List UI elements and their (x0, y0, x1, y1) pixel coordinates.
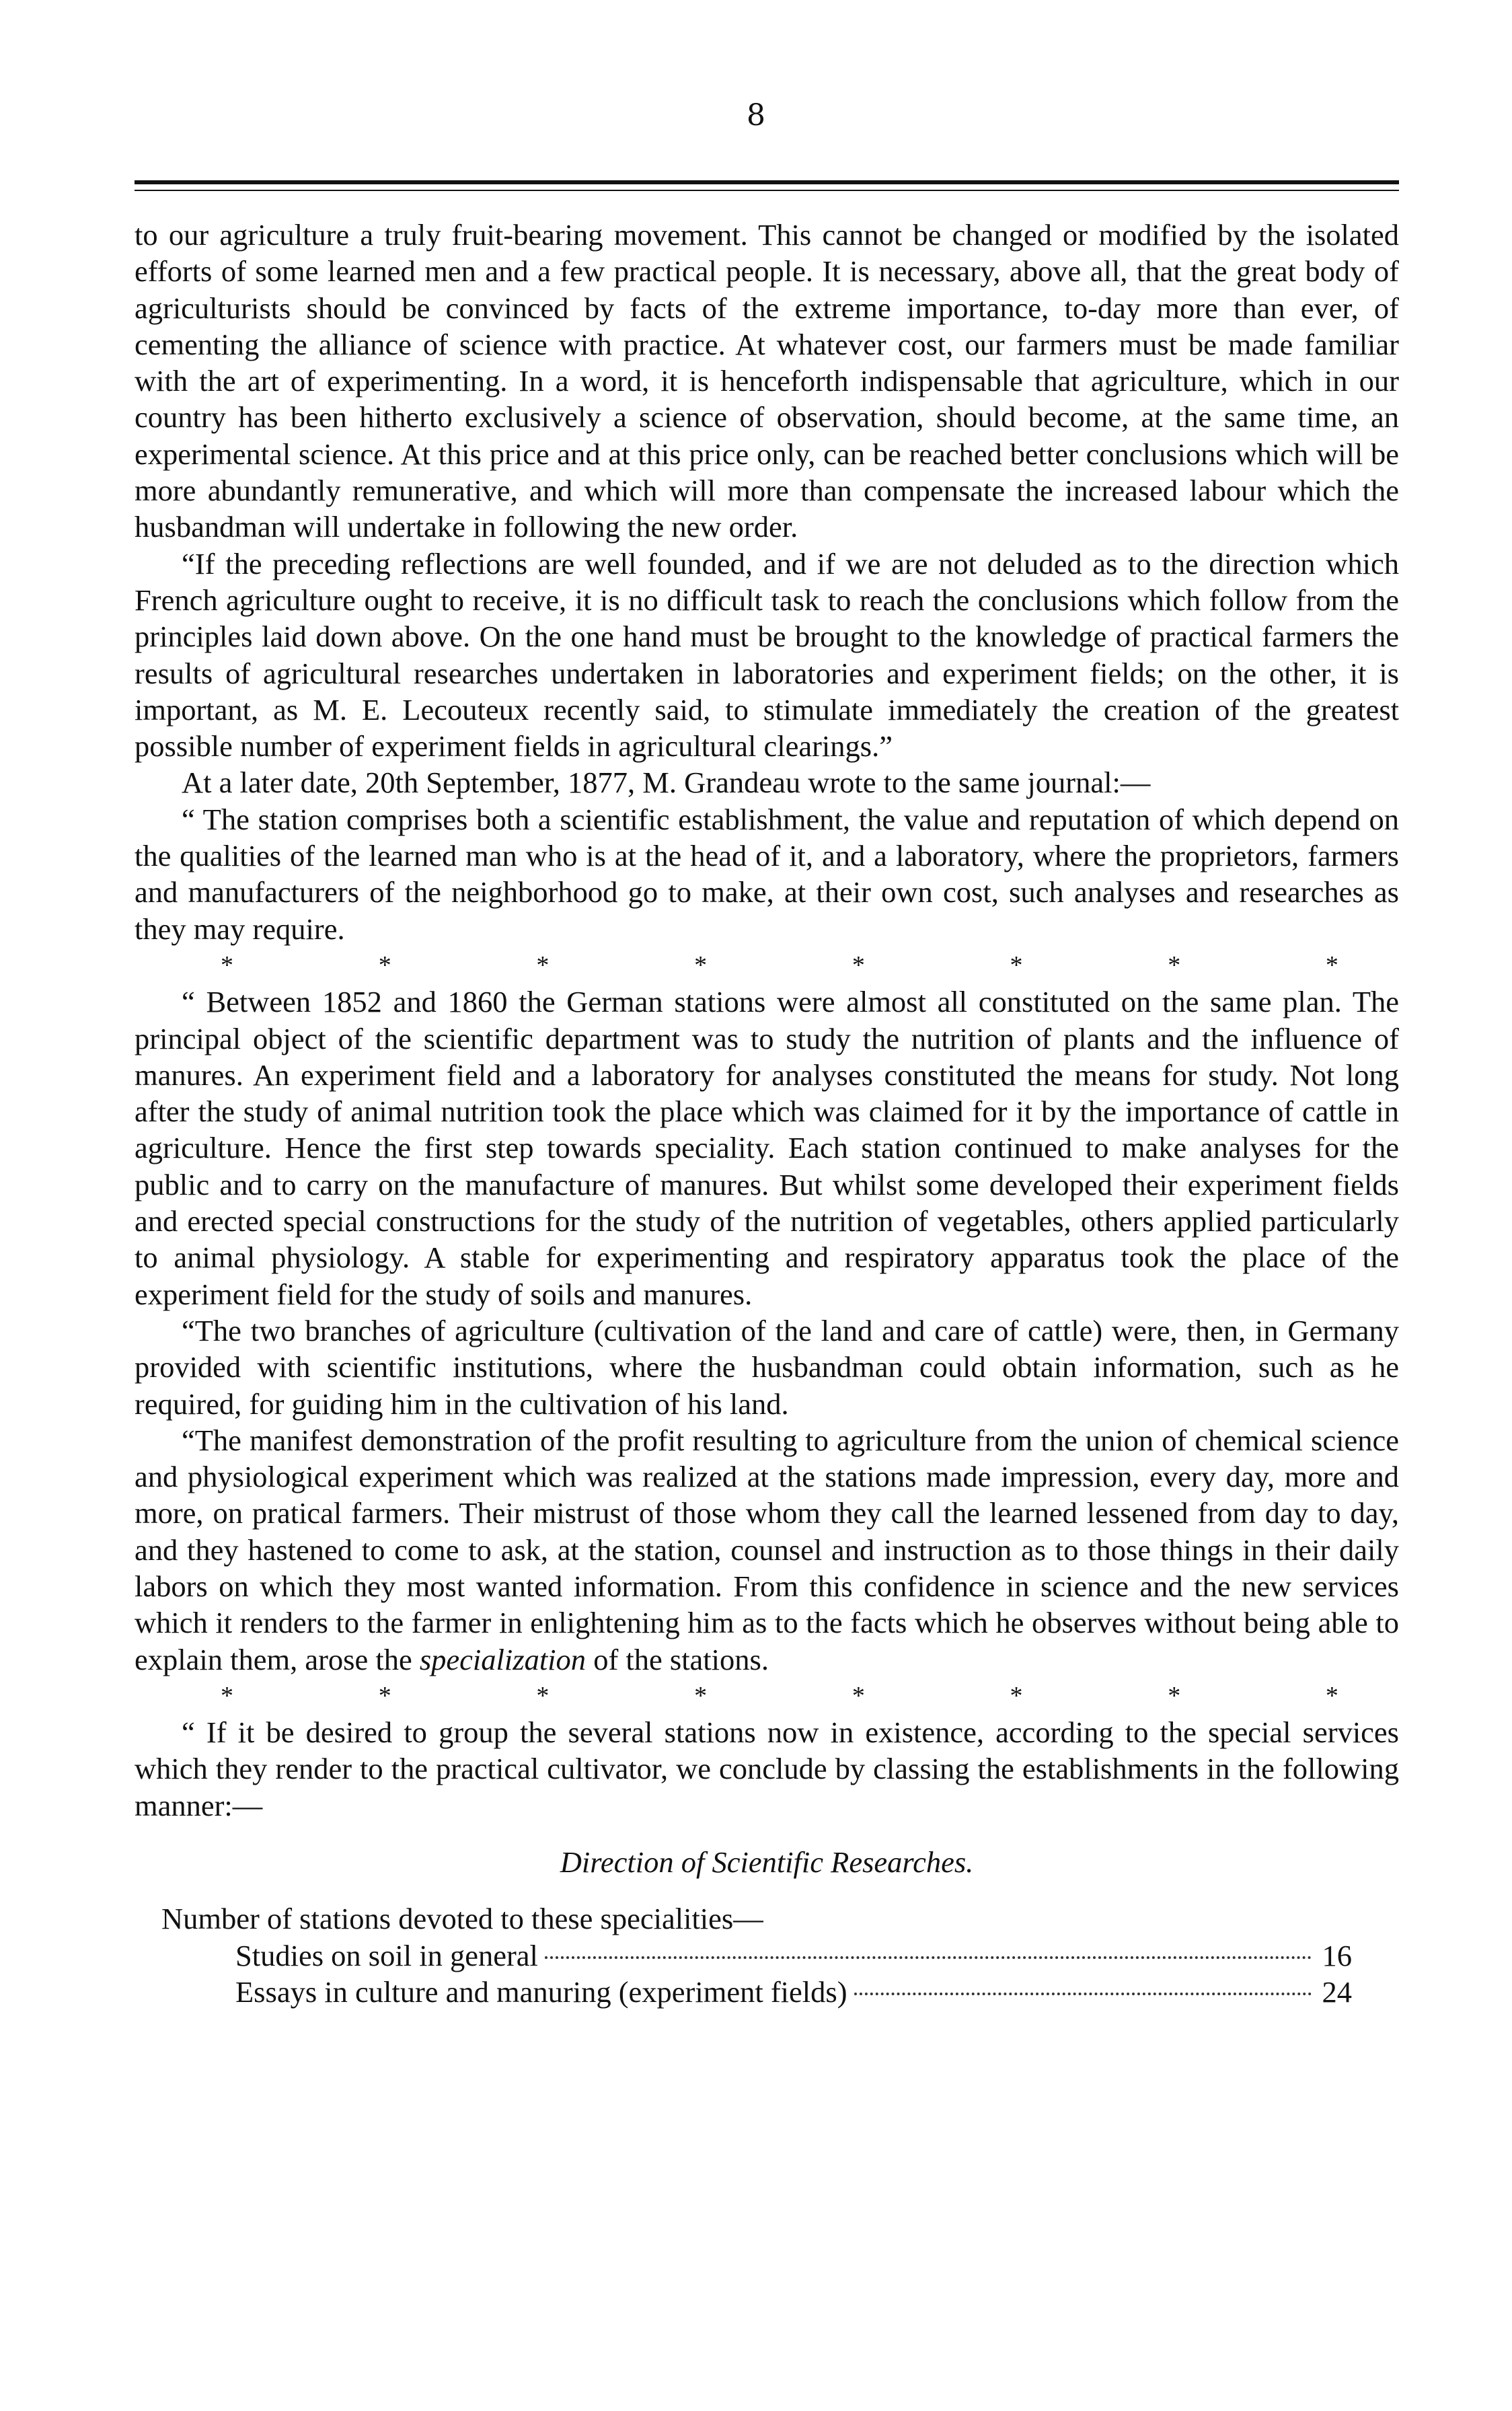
star-separator (135, 1678, 1399, 1714)
star-glyph: * (852, 951, 865, 979)
list-item-count: 24 (1322, 1974, 1352, 2009)
star-glyph: * (536, 951, 550, 979)
paragraph-german-stations: “ Between 1852 and 1860 the German stations were almost all constituted on the same plan. The principal object of the scientific department was to study the nutrition of plants and the influence of manures. An experiment field and a laboratory for analyses constituted the means for study. Not long after the study of animal nutrition took the place which was claimed for it by the importance of cattle in agriculture. Hence the first step towards speciality. Each station continued to make analyses for the public and to carry on the manufacture of manures. But whilst some developed their experiment fields and erected special constructions for the study of the nutrition of vegetables, others applied particularly to animal physiology. A stable for experimenting and respiratory apparatus took the place of the experiment field for the study of soils and manures. (135, 985, 1399, 1311)
star-glyph: * (1168, 1681, 1181, 1710)
star-separator (135, 947, 1399, 984)
section-heading: Direction of Scientific Researches. (560, 1845, 974, 1880)
header-rule-thin (135, 190, 1399, 191)
star-glyph: * (378, 951, 391, 979)
paragraph-two-branches: “The two branches of agriculture (cultivation of the land and care of cattle) were, then, in Germany provided with scientific institutions, where the husbandman could obtain information, such as he required, for guiding him in the cultivation of his land. (135, 1313, 1399, 1421)
body-text (135, 217, 1399, 2010)
list-item-label: Studies on soil in general (235, 1938, 538, 1972)
list-item (135, 1937, 1399, 1974)
page-number: 8 (747, 98, 765, 133)
star-glyph: * (378, 1681, 391, 1710)
paragraph-continuation: to our agriculture a truly fruit-bearing movement. This cannot be changed or modified by the isolated efforts of some learned men and a few practical people. It is necessary, above all, that the great body of agriculturists should be convinced by facts of the extreme importance, to-day more than ever, of cementing the alliance of science with practice. At whatever cost, our farmers must be made familiar with the art of experimenting. In a word, it is henceforth indispensable that agriculture, which in our country has been hitherto exclusively a science of observation, should become, at the same time, an experimental science. At this price and at this price only, can be reached better conclusions which will be more abundantly remunerative, and which will more than compensate the increased labour which the husbandman will undertake in following the new order. (135, 218, 1399, 544)
list-item (135, 1974, 1399, 2010)
star-glyph: * (694, 1681, 708, 1710)
star-glyph: * (221, 951, 233, 979)
star-glyph: * (536, 1681, 550, 1710)
paragraph-later-date: At a later date, 20th September, 1877, M. Grandeau wrote to the same journal:— (182, 766, 1151, 800)
star-glyph: * (1325, 1681, 1338, 1710)
header-rule-thick (135, 180, 1399, 184)
star-glyph: * (852, 1681, 865, 1710)
star-glyph: * (221, 1681, 233, 1710)
dot-leader (545, 1956, 1312, 1959)
star-glyph: * (1010, 951, 1023, 979)
list-item-count: 16 (1322, 1938, 1352, 1972)
paragraph-station: “ The station comprises both a scientific establishment, the value and reputation of which depend on the qualities of the learned man who is at the head of it, and a laboratory, where the proprietors, farmers and manufacturers of the neighborhood go to make, at their own cost, such analyses and researches as they may require. (135, 802, 1399, 946)
star-glyph: * (1168, 951, 1181, 979)
paragraph-manifest-demonstration (135, 1422, 1399, 1678)
list-intro: Number of stations devoted to these specialities— (161, 1902, 763, 1936)
star-glyph: * (1325, 951, 1338, 979)
star-glyph: * (694, 951, 708, 979)
star-glyph: * (1010, 1681, 1023, 1710)
paragraph-group-stations: “ If it be desired to group the several stations now in existence, according to the special services which they render to the practical cultivator, we conclude by classing the establishments in the following manner:— (135, 1715, 1399, 1822)
paragraph-manifest-text: “The manifest demonstration of the profit resulting to agriculture from the union of chemical science and physiological experiment which was realized at the stations made impression, every day, more and more, on pratical farmers. Their mistrust of those whom they call the learned lessened from day to day, and they hastened to come to ask, at the station, counsel and instruction as to those things in their daily labors on which they most wanted information. From this confidence in science and the new services which it renders to the farmer in enlightening him as to the facts which he observes without being able to explain them, arose the (135, 1423, 1399, 1676)
specialization-emphasis: specialization (419, 1642, 587, 1676)
list-item-label: Essays in culture and manuring (experiment fields) (235, 1974, 847, 2009)
paragraph-reflections: “If the preceding reflections are well founded, and if we are not deluded as to the direction which French agriculture ought to receive, it is no difficult task to reach the conclusions which follow from the principles laid down above. On the one hand must be brought to the knowledge of practical farmers the results of agricultural researches undertaken in laboratories and experiment fields; on the other, it is important, as M. E. Lecouteux recently said, to stimulate immediately the creation of the greatest possible number of experiment fields in agricultural clearings.” (135, 546, 1399, 764)
paragraph-manifest-end: of the stations. (586, 1642, 769, 1676)
dot-leader (854, 1993, 1312, 1995)
